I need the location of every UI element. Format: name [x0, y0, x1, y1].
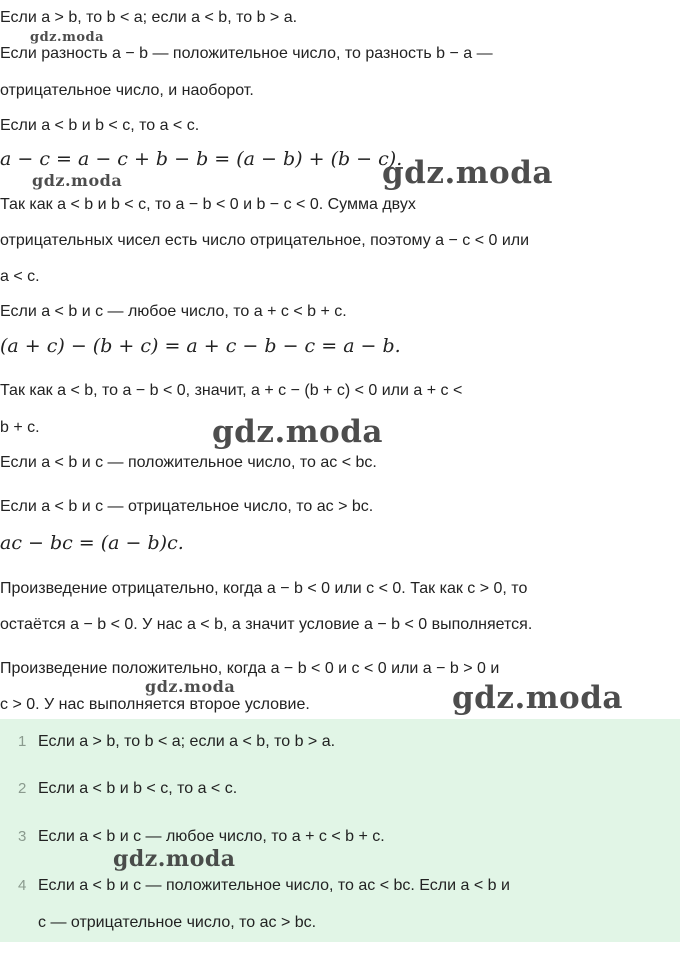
summary-number: 1 [18, 733, 27, 750]
watermark-logo: gdz.moda [382, 155, 553, 191]
summary-box [0, 719, 680, 942]
line-12: b + c. [0, 419, 40, 436]
summary-number: 4 [18, 877, 27, 894]
line-5-formula: a − c = a − c + b − b = (a − b) + (b − c). [0, 148, 403, 170]
watermark-logo: gdz.moda [212, 414, 383, 450]
summary-text: Если a > b, то b < a; если a < b, то b > a. [38, 733, 336, 750]
line-1: Если a > b, то b < a; если a < b, то b > a. [0, 9, 298, 26]
line-10-formula: (a + c) − (b + c) = a + c − b − c = a − b. [0, 335, 401, 357]
line-3: отрицательное число, и наоборот. [0, 82, 254, 99]
line-13: Если a < b и c — положительное число, то ac < bc. [0, 454, 377, 471]
summary-text-continued: c — отрицательное число, то ac > bc. [38, 914, 317, 931]
summary-text: Если a < b и b < c, то a < c. [38, 780, 238, 797]
line-6: Так как a < b и b < c, то a − b < 0 и b − c < 0. Сумма двух [0, 196, 416, 213]
line-11: Так как a < b, то a − b < 0, значит, a + c − (b + c) < 0 или a + c < [0, 382, 463, 399]
line-15-formula: ac − bc = (a − b)c. [0, 532, 184, 554]
watermark-logo: gdz.moda [145, 677, 236, 696]
line-18: Произведение положительно, когда a − b < 0 и c < 0 или a − b > 0 и [0, 660, 500, 677]
watermark-logo: gdz.moda [452, 680, 623, 716]
line-8: a < c. [0, 268, 40, 285]
line-7: отрицательных чисел есть число отрицательное, поэтому a − c < 0 или [0, 232, 530, 249]
line-17: остаётся a − b < 0. У нас a < b, а значит условие a − b < 0 выполняется. [0, 616, 533, 633]
watermark-logo: gdz.moda [113, 846, 236, 872]
line-2: Если разность a − b — положительное число, то разность b − a — [0, 45, 493, 62]
watermark-logo: gdz.moda [32, 171, 123, 190]
line-16: Произведение отрицательно, когда a − b < 0 или c < 0. Так как c > 0, то [0, 580, 528, 597]
summary-number: 2 [18, 780, 27, 797]
summary-number: 3 [18, 828, 27, 845]
line-9: Если a < b и c — любое число, то a + c < b + c. [0, 303, 347, 320]
watermark-logo: gdz.moda [30, 30, 105, 45]
line-4: Если a < b и b < c, то a < c. [0, 117, 200, 134]
summary-text: Если a < b и c — положительное число, то ac < bc. Если a < b и [38, 877, 510, 894]
summary-text: Если a < b и c — любое число, то a + c < b + c. [38, 828, 385, 845]
line-14: Если a < b и c — отрицательное число, то ac > bc. [0, 498, 374, 515]
line-19: c > 0. У нас выполняется второе условие. [0, 696, 310, 713]
